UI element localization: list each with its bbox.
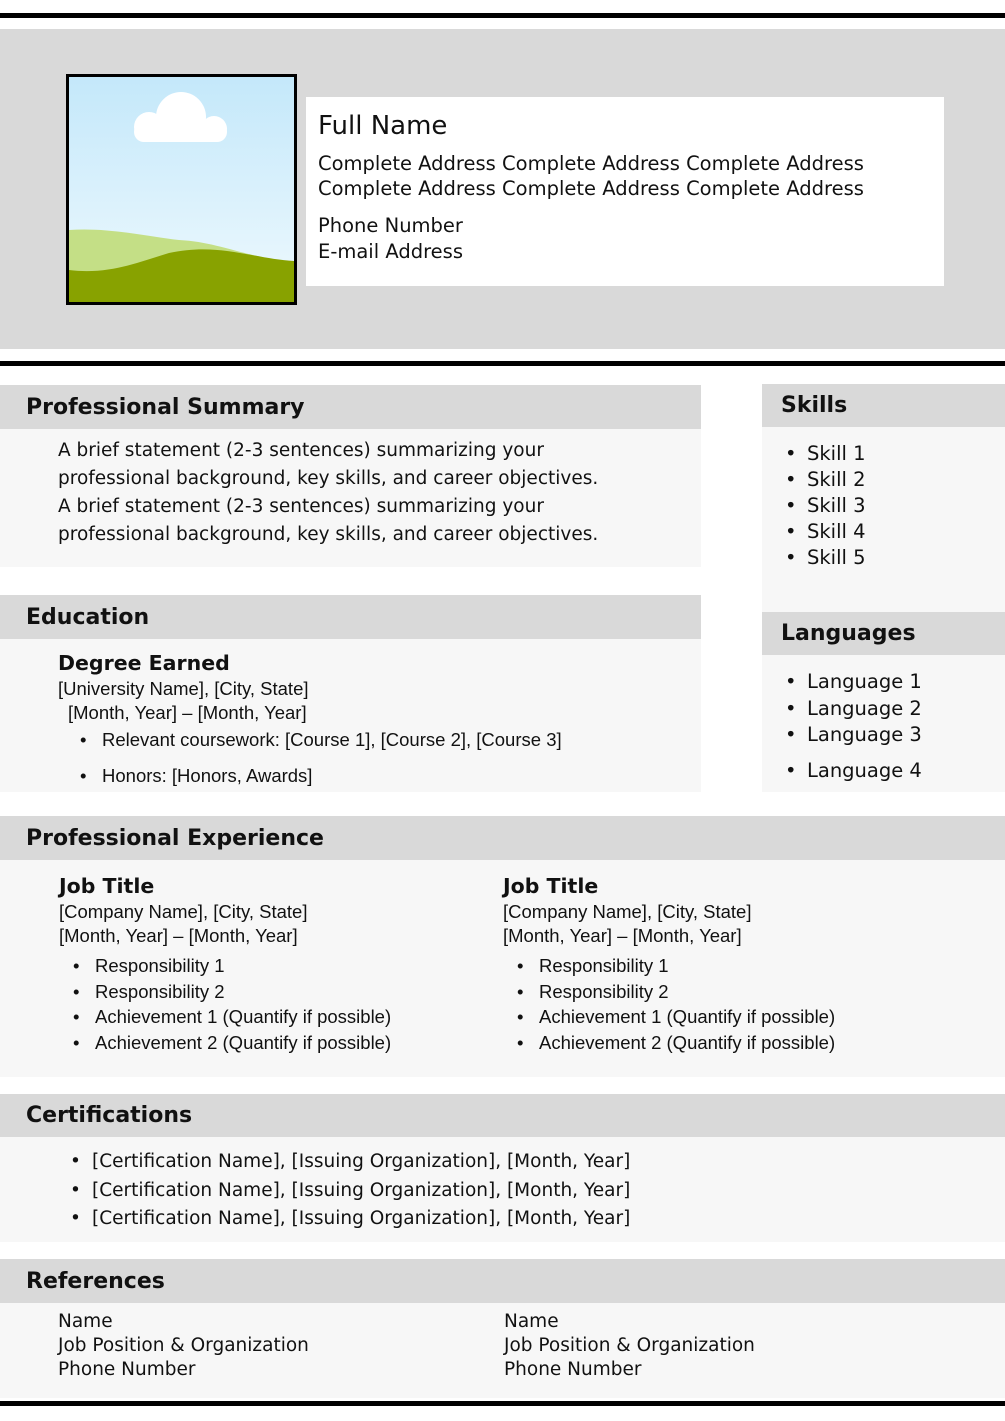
section-header-references <box>0 1259 1005 1303</box>
skill-item: • Skill 5 <box>781 545 866 571</box>
reference-phone: Phone Number <box>504 1359 642 1380</box>
profile-photo-placeholder[interactable] <box>66 74 297 305</box>
language-item: • Language 1 <box>781 669 922 696</box>
certification-item: • [Certification Name], [Issuing Organization], [Month, Year] <box>66 1205 630 1234</box>
university-line: [University Name], [City, State] <box>58 678 309 699</box>
skill-item: • Skill 3 <box>781 493 866 519</box>
job-bullet: • Responsibility 2 <box>513 979 835 1005</box>
address-line-1: Complete Address Complete Address Complete Address <box>318 152 864 175</box>
job-bullet: • Achievement 2 (Quantify if possible) <box>69 1030 391 1056</box>
top-divider-rule <box>0 13 1005 18</box>
section-title-summary: Professional Summary <box>26 394 305 420</box>
reference-entry-1 <box>58 1310 309 1382</box>
job-dates: [Month, Year] – [Month, Year] <box>503 925 742 946</box>
section-title-skills: Skills <box>781 393 848 418</box>
job-bullet: • Achievement 2 (Quantify if possible) <box>513 1030 835 1056</box>
section-title-education: Education <box>26 604 150 630</box>
full-name: Full Name <box>318 111 448 141</box>
company-line: [Company Name], [City, State] <box>503 901 752 922</box>
job-bullet: • Responsibility 1 <box>69 953 391 979</box>
bottom-divider-rule <box>0 1401 1005 1406</box>
reference-position: Job Position & Organization <box>58 1335 309 1356</box>
summary-line: A brief statement (2-3 sentences) summarizing your <box>58 440 544 461</box>
degree-title: Degree Earned <box>58 651 230 675</box>
summary-paragraph <box>58 437 678 549</box>
job-title: Job Title <box>59 874 155 898</box>
education-entry <box>58 650 562 789</box>
job-bullets <box>69 953 391 1055</box>
header-divider-rule <box>0 361 1005 366</box>
job-bullet: • Achievement 1 (Quantify if possible) <box>513 1004 835 1030</box>
address <box>318 151 932 201</box>
reference-position: Job Position & Organization <box>504 1335 755 1356</box>
languages-list <box>781 669 922 784</box>
section-header-certifications <box>0 1094 1005 1137</box>
language-item: • Language 3 <box>781 722 922 749</box>
email-address: E-mail Address <box>318 240 463 263</box>
summary-line: professional background, key skills, and career objectives. <box>58 524 599 545</box>
section-header-education <box>0 595 701 639</box>
skill-item: • Skill 2 <box>781 467 866 493</box>
language-item: • Language 4 <box>781 758 922 785</box>
job-title: Job Title <box>503 874 599 898</box>
skill-item: • Skill 4 <box>781 519 866 545</box>
education-bullets <box>76 727 562 789</box>
language-item: • Language 2 <box>781 696 922 723</box>
certifications-list <box>66 1148 630 1234</box>
education-dates: [Month, Year] – [Month, Year] <box>68 702 307 723</box>
reference-entry-2 <box>504 1310 755 1382</box>
section-title-experience: Professional Experience <box>26 825 324 851</box>
section-header-skills <box>762 384 1005 427</box>
skills-list <box>781 441 866 571</box>
section-title-certifications: Certifications <box>26 1103 193 1128</box>
reference-phone: Phone Number <box>58 1359 196 1380</box>
summary-line: professional background, key skills, and career objectives. <box>58 468 599 489</box>
address-line-2: Complete Address Complete Address Complete Address <box>318 177 864 200</box>
job-dates: [Month, Year] – [Month, Year] <box>59 925 298 946</box>
education-bullet: • Honors: [Honors, Awards] <box>76 763 562 789</box>
job-bullets <box>513 953 835 1055</box>
reference-name: Name <box>58 1311 113 1332</box>
job-entry-2 <box>503 872 835 1055</box>
phone-number: Phone Number <box>318 214 463 237</box>
education-bullet: • Relevant coursework: [Course 1], [Course 2], [Course 3] <box>76 727 562 753</box>
reference-name: Name <box>504 1311 559 1332</box>
certification-item: • [Certification Name], [Issuing Organization], [Month, Year] <box>66 1177 630 1206</box>
certification-item: • [Certification Name], [Issuing Organization], [Month, Year] <box>66 1148 630 1177</box>
contact-card <box>306 97 944 286</box>
job-bullet: • Responsibility 1 <box>513 953 835 979</box>
section-header-languages <box>762 612 1005 655</box>
job-bullet: • Responsibility 2 <box>69 979 391 1005</box>
section-header-experience <box>0 816 1005 860</box>
job-entry-1 <box>59 872 391 1055</box>
landscape-image-icon <box>69 77 294 302</box>
section-title-references: References <box>26 1268 165 1294</box>
skill-item: • Skill 1 <box>781 441 866 467</box>
summary-line: A brief statement (2-3 sentences) summarizing your <box>58 496 544 517</box>
section-header-summary <box>0 385 701 429</box>
section-title-languages: Languages <box>781 621 916 646</box>
job-bullet: • Achievement 1 (Quantify if possible) <box>69 1004 391 1030</box>
company-line: [Company Name], [City, State] <box>59 901 308 922</box>
